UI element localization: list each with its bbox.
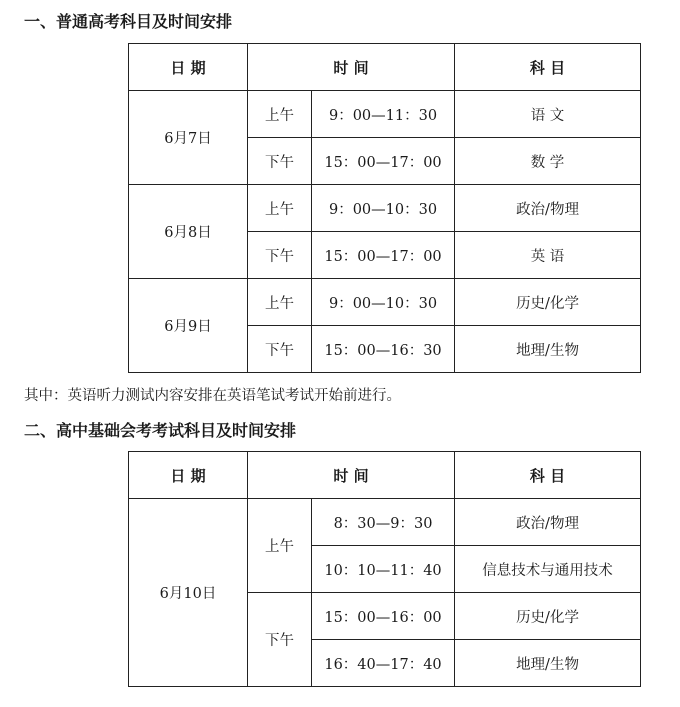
table-header-row — [129, 44, 641, 91]
period-cell: 上午 — [248, 499, 312, 593]
period-cell: 下午 — [248, 593, 312, 687]
time-cell: 15：00—17：00 — [312, 138, 455, 185]
subject-cell: 语 文 — [455, 91, 641, 138]
time-cell: 16：40—17：40 — [312, 640, 455, 687]
header-time: 时 间 — [248, 44, 455, 91]
table-row — [129, 91, 641, 138]
header-subject: 科 目 — [455, 452, 641, 499]
gaokao-schedule-table — [128, 43, 641, 373]
header-subject: 科 目 — [455, 44, 641, 91]
subject-cell: 政治/物理 — [455, 499, 641, 546]
date-cell: 6月7日 — [129, 91, 248, 185]
time-cell: 15：00—17：00 — [312, 232, 455, 279]
period-cell: 上午 — [248, 91, 312, 138]
subject-cell: 历史/化学 — [455, 279, 641, 326]
date-cell: 6月10日 — [129, 499, 248, 687]
subject-cell: 英 语 — [455, 232, 641, 279]
time-cell: 9：00—10：30 — [312, 185, 455, 232]
period-cell: 上午 — [248, 185, 312, 232]
period-cell: 上午 — [248, 279, 312, 326]
period-cell: 下午 — [248, 138, 312, 185]
header-time: 时 间 — [248, 452, 455, 499]
time-cell: 9：00—11：30 — [312, 91, 455, 138]
time-cell: 8：30—9：30 — [312, 499, 455, 546]
time-cell: 15：00—16：30 — [312, 326, 455, 373]
table-header-row — [129, 452, 641, 499]
section1-heading: 一、普通高考科目及时间安排 — [24, 12, 233, 31]
subject-cell: 数 学 — [455, 138, 641, 185]
date-cell: 6月8日 — [129, 185, 248, 279]
period-cell: 下午 — [248, 232, 312, 279]
date-cell: 6月9日 — [129, 279, 248, 373]
subject-cell: 信息技术与通用技术 — [455, 546, 641, 593]
header-date: 日 期 — [129, 44, 248, 91]
subject-cell: 地理/生物 — [455, 640, 641, 687]
listening-test-note: 其中：英语听力测试内容安排在英语笔试考试开始前进行。 — [24, 388, 401, 404]
time-cell: 15：00—16：00 — [312, 593, 455, 640]
subject-cell: 地理/生物 — [455, 326, 641, 373]
table-row — [129, 185, 641, 232]
header-date: 日 期 — [129, 452, 248, 499]
period-cell: 下午 — [248, 326, 312, 373]
table-row — [129, 499, 641, 546]
time-cell: 10：10—11：40 — [312, 546, 455, 593]
section2-heading: 二、高中基础会考考试科目及时间安排 — [24, 421, 297, 440]
subject-cell: 历史/化学 — [455, 593, 641, 640]
subject-cell: 政治/物理 — [455, 185, 641, 232]
huikao-schedule-table — [128, 451, 641, 687]
table-row — [129, 279, 641, 326]
time-cell: 9：00—10：30 — [312, 279, 455, 326]
